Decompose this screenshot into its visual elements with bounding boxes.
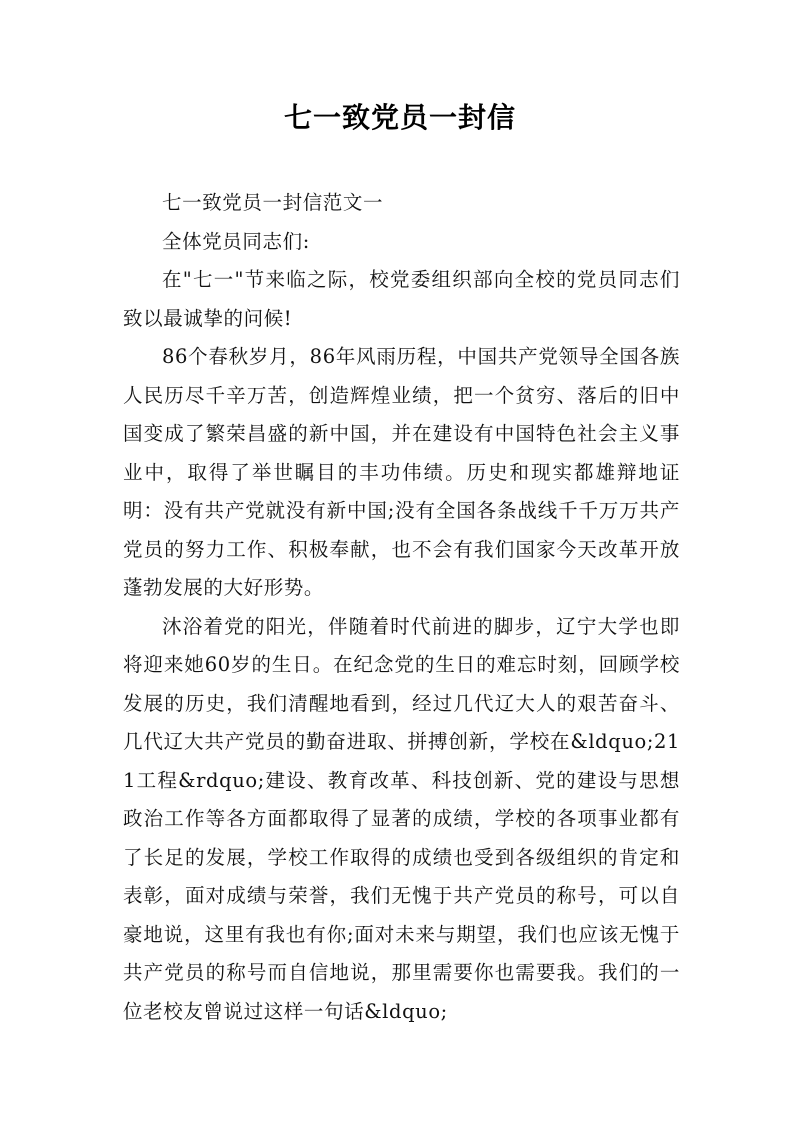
paragraph-university: 沐浴着党的阳光，伴随着时代前进的脚步，辽宁大学也即将迎来她60岁的生日。在纪念党的生日的难忘时刻，回顾学校发展的历史，我们清醒地看到，经过几代辽大人的艰苦奋斗、几代辽大共产党员的勤奋进取、拼搏创新，学校在&ldquo;211工程&rdquo;建设、教育改革、科技创新、党的建设与思想政治工作等各方面都取得了显著的成绩，学校的各项事业都有了长足的发展，学校工作取得的成绩也受到各级组织的肯定和表彰，面对成绩与荣誉，我们无愧于共产党员的称号，可以自豪地说，这里有我也有你;面对未来与期望，我们也应该无愧于共产党员的称号而自信地说，那里需要你也需要我。我们的一位老校友曾说过这样一句话&ldquo;: [123, 614, 680, 1023]
document-title: 七一致党员一封信: [283, 101, 516, 134]
document-body: [123, 184, 680, 1031]
paragraph-salutation: 全体党员同志们:: [162, 229, 310, 253]
paragraph-history: 86个春秋岁月，86年风雨历程，中国共产党领导全国各族人民历尽千辛万苦，创造辉煌业绩，把一个贫穷、落后的旧中国变成了繁荣昌盛的新中国，并在建设有中国特色社会主义事业中，取得了举世瞩目的丰功伟绩。历史和现实都雄辩地证明：没有共产党就没有新中国;没有全国各条战线千千万万共产党员的努力工作、积极奉献，也不会有我们国家今天改革开放蓬勃发展的大好形势。: [123, 345, 680, 599]
paragraph-greeting: 在"七一"节来临之际，校党委组织部向全校的党员同志们致以最诚挚的问候!: [123, 268, 680, 330]
paragraph-subtitle: 七一致党员一封信范文一: [162, 191, 384, 214]
